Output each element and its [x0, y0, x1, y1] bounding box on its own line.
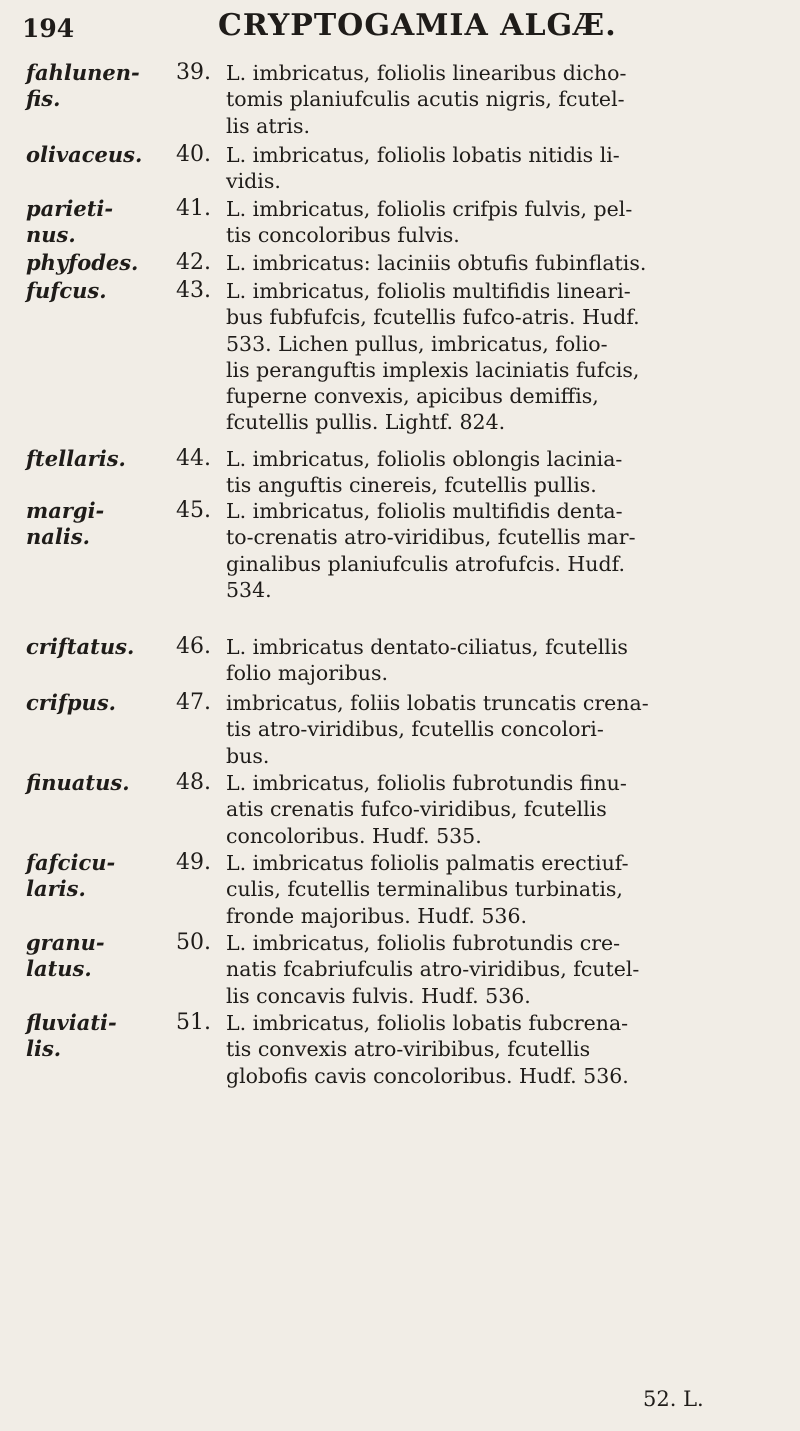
- description-paragraph: L. imbricatus, foliolis multifidis denta- to-crenatis atro-viridibus, fcutellis mar- ginalibus planiufculis atrofufcis. Hudf. 534.: [226, 499, 636, 602]
- entry-number: 50.: [176, 930, 211, 955]
- species-epithet: fahlunen- fis.: [26, 60, 140, 111]
- description-paragraph: L. imbricatus, foliolis crifpis fulvis, pel- tis concoloribus fulvis.: [226, 197, 633, 248]
- species-epithet: fafcicu- laris.: [26, 850, 116, 901]
- species-epithet: finuatus.: [26, 770, 130, 795]
- entry-description: [226, 60, 771, 139]
- description-paragraph: L. imbricatus, foliolis lobatis fubcrena- tis convexis atro-viribibus, fcutellis globofis cavis concoloribus. Hudf. 536.: [226, 1011, 629, 1088]
- entry-description: [226, 250, 771, 276]
- description-paragraph: L. imbricatus foliolis palmatis erectiuf- culis, fcutellis terminalibus turbinatis, fronde majoribus. Hudf. 536.: [226, 851, 629, 928]
- description-paragraph: L. imbricatus, foliolis multifidis lineari- bus fubfufcis, fcutellis fufco-atris. Hudf. 533. Lichen pullus, imbricatus, folio- lis peranguftis implexis laciniatis fufcis, fuperne convexis, apicibus demiffis, fcutellis pullis. Lightf. 824.: [226, 279, 640, 435]
- species-epithet: crifpus.: [26, 690, 116, 715]
- species-epithet: olivaceus.: [26, 142, 143, 167]
- species-epithet: parieti- nus.: [26, 196, 114, 247]
- description-paragraph: L. imbricatus, foliolis fubrotundis finu- atis crenatis fufco-viridibus, fcutellis concoloribus. Hudf. 535.: [226, 771, 627, 848]
- description-paragraph: L. imbricatus dentato-ciliatus, fcutellis folio majoribus.: [226, 635, 628, 686]
- entry-description: [226, 770, 771, 849]
- entry-description: [226, 634, 771, 687]
- entry-number: 46.: [176, 634, 211, 659]
- entry-number: 40.: [176, 142, 211, 167]
- description-paragraph: imbricatus, foliis lobatis truncatis crena- tis atro-viridibus, fcutellis concolori- bus.: [226, 691, 649, 768]
- description-paragraph: L. imbricatus, foliolis linearibus dicho- tomis planiufculis acutis nigris, fcutel- lis atris.: [226, 61, 627, 138]
- entry-description: [226, 930, 771, 1009]
- entry-number: 44.: [176, 446, 211, 471]
- entry-number: 42.: [176, 250, 211, 275]
- running-title: CRYPTOGAMIA ALGÆ.: [218, 8, 617, 43]
- entry-number: 51.: [176, 1010, 211, 1035]
- entry-number: 39.: [176, 60, 211, 85]
- description-paragraph: L. imbricatus, foliolis oblongis lacinia- tis anguftis cinereis, fcutellis pullis.: [226, 447, 623, 498]
- entry-description: [226, 498, 771, 603]
- entry-description: [226, 278, 771, 436]
- entry-number: 45.: [176, 498, 211, 523]
- species-epithet: fluviati- lis.: [26, 1010, 117, 1061]
- entry-description: [226, 142, 771, 195]
- species-epithet: granu- latus.: [26, 930, 105, 981]
- entry-description: [226, 1010, 771, 1089]
- entry-number: 48.: [176, 770, 211, 795]
- species-epithet: margi- nalis.: [26, 498, 105, 549]
- entry-description: [226, 446, 771, 499]
- entry-number: 47.: [176, 690, 211, 715]
- entry-number: 41.: [176, 196, 211, 221]
- species-epithet: criftatus.: [26, 634, 135, 659]
- entry-description: [226, 850, 771, 929]
- description-paragraph: L. imbricatus: laciniis obtufis fubinflatis.: [226, 251, 647, 275]
- entry-number: 49.: [176, 850, 211, 875]
- catchword: 52. L.: [643, 1387, 704, 1411]
- entry-description: [226, 196, 771, 249]
- description-paragraph: L. imbricatus, foliolis fubrotundis cre- natis fcabriufculis atro-viridibus, fcutel- lis concavis fulvis. Hudf. 536.: [226, 931, 640, 1008]
- species-epithet: fufcus.: [26, 278, 107, 303]
- entry-description: [226, 690, 771, 769]
- page-number: 194: [22, 14, 75, 43]
- species-epithet: phyfodes.: [26, 250, 139, 275]
- entry-number: 43.: [176, 278, 211, 303]
- description-paragraph: L. imbricatus, foliolis lobatis nitidis li- vidis.: [226, 143, 620, 194]
- species-epithet: ftellaris.: [26, 446, 126, 471]
